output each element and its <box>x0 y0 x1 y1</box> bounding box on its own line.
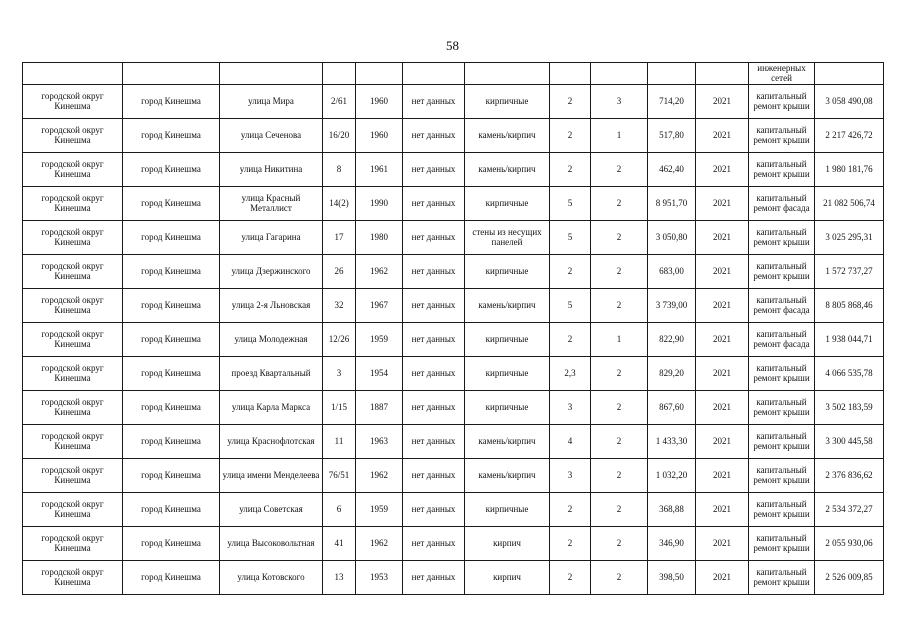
cell-entrances: 2 <box>591 357 648 391</box>
cell-entrances: 3 <box>591 85 648 119</box>
cell-entrances: 2 <box>591 425 648 459</box>
cell-cost: 2 376 836,62 <box>815 459 884 493</box>
cell-plan-year: 2021 <box>696 459 749 493</box>
cell-house: 8 <box>323 153 356 187</box>
cell-extra: нет данных <box>403 561 465 595</box>
cell-district: городской округ Кинешма <box>23 493 123 527</box>
cell-work-type: капитальный ремонт фасада <box>749 323 815 357</box>
cell-street: улица Никитина <box>220 153 323 187</box>
cell-street: улица имени Менделеева <box>220 459 323 493</box>
cell-district: городской округ Кинешма <box>23 153 123 187</box>
cell-floors: 2 <box>550 85 591 119</box>
cell-work-type: капитальный ремонт крыши <box>749 493 815 527</box>
cell-plan-year: 2021 <box>696 153 749 187</box>
cell-cost: 4 066 535,78 <box>815 357 884 391</box>
cell-cost: 3 058 490,08 <box>815 85 884 119</box>
cell-floors: 3 <box>550 459 591 493</box>
page-number: 58 <box>446 38 459 53</box>
cell-floors: 3 <box>550 391 591 425</box>
cell-district: городской округ Кинешма <box>23 527 123 561</box>
cell-plan-year: 2021 <box>696 493 749 527</box>
cell-extra: нет данных <box>403 221 465 255</box>
cell-city: город Кинешма <box>123 153 220 187</box>
cell-area: 829,20 <box>648 357 696 391</box>
cell-year: 1953 <box>356 561 403 595</box>
cell-cost: 21 082 506,74 <box>815 187 884 221</box>
cell-city: город Кинешма <box>123 425 220 459</box>
cell-entrances: 2 <box>591 493 648 527</box>
cell-work-type: капитальный ремонт крыши <box>749 255 815 289</box>
cell-cost: 1 572 737,27 <box>815 255 884 289</box>
table-row <box>23 527 884 561</box>
cell-material: кирпичные <box>465 323 550 357</box>
cell-area: 3 050,80 <box>648 221 696 255</box>
cell-city: город Кинешма <box>123 561 220 595</box>
cell-house: 76/51 <box>323 459 356 493</box>
cell-work-type: капитальный ремонт крыши <box>749 425 815 459</box>
cell-material: кирпичные <box>465 357 550 391</box>
cell-year: 1962 <box>356 527 403 561</box>
table-row <box>23 391 884 425</box>
cell-plan-year: 2021 <box>696 221 749 255</box>
cell-cost: 2 526 009,85 <box>815 561 884 595</box>
cell-house: 32 <box>323 289 356 323</box>
cell-floors: 2 <box>550 119 591 153</box>
cell-district: городской округ Кинешма <box>23 357 123 391</box>
cell-district: городской округ Кинешма <box>23 323 123 357</box>
cell-cost: 2 534 372,27 <box>815 493 884 527</box>
cell-city: город Кинешма <box>123 357 220 391</box>
cell-floors <box>550 63 591 85</box>
cell-house: 17 <box>323 221 356 255</box>
cell-year: 1967 <box>356 289 403 323</box>
cell-city: город Кинешма <box>123 391 220 425</box>
cell-area: 822,90 <box>648 323 696 357</box>
cell-street: улица Мира <box>220 85 323 119</box>
cell-entrances: 1 <box>591 323 648 357</box>
cell-house: 3 <box>323 357 356 391</box>
cell-district: городской округ Кинешма <box>23 85 123 119</box>
table-row <box>23 561 884 595</box>
cell-floors: 2 <box>550 561 591 595</box>
cell-work-type: капитальный ремонт фасада <box>749 289 815 323</box>
cell-area: 398,50 <box>648 561 696 595</box>
cell-extra: нет данных <box>403 527 465 561</box>
cell-area: 3 739,00 <box>648 289 696 323</box>
cell-extra: нет данных <box>403 187 465 221</box>
cell-plan-year: 2021 <box>696 119 749 153</box>
cell-street: улица Высоковольтная <box>220 527 323 561</box>
cell-extra: нет данных <box>403 357 465 391</box>
cell-area: 8 951,70 <box>648 187 696 221</box>
cell-city: город Кинешма <box>123 527 220 561</box>
cell-plan-year: 2021 <box>696 289 749 323</box>
cell-plan-year <box>696 63 749 85</box>
cell-entrances: 2 <box>591 153 648 187</box>
cell-material: кирпичные <box>465 255 550 289</box>
table-row <box>23 289 884 323</box>
cell-work-type: капитальный ремонт крыши <box>749 561 815 595</box>
cell-extra: нет данных <box>403 425 465 459</box>
cell-extra: нет данных <box>403 391 465 425</box>
cell-area: 368,88 <box>648 493 696 527</box>
cell-district: городской округ Кинешма <box>23 391 123 425</box>
cell-work-type: капитальный ремонт крыши <box>749 153 815 187</box>
cell-street: улица Советская <box>220 493 323 527</box>
cell-work-type: капитальный ремонт крыши <box>749 221 815 255</box>
cell-plan-year: 2021 <box>696 85 749 119</box>
cell-extra: нет данных <box>403 289 465 323</box>
cell-house: 2/61 <box>323 85 356 119</box>
cell-street: улица Молодежная <box>220 323 323 357</box>
cell-year: 1962 <box>356 459 403 493</box>
cell-house: 12/26 <box>323 323 356 357</box>
cell-city: город Кинешма <box>123 459 220 493</box>
cell-extra <box>403 63 465 85</box>
cell-plan-year: 2021 <box>696 391 749 425</box>
cell-entrances: 2 <box>591 561 648 595</box>
cell-material: камень/кирпич <box>465 425 550 459</box>
table-row <box>23 187 884 221</box>
cell-house <box>323 63 356 85</box>
cell-year: 1954 <box>356 357 403 391</box>
cell-house: 16/20 <box>323 119 356 153</box>
cell-district: городской округ Кинешма <box>23 459 123 493</box>
cell-work-type: капитальный ремонт крыши <box>749 357 815 391</box>
cell-house: 13 <box>323 561 356 595</box>
cell-extra: нет данных <box>403 119 465 153</box>
cell-area: 1 433,30 <box>648 425 696 459</box>
cell-material: кирпичные <box>465 391 550 425</box>
cell-year: 1962 <box>356 255 403 289</box>
cell-street: улица Краснофлотская <box>220 425 323 459</box>
cell-entrances: 2 <box>591 527 648 561</box>
cell-house: 26 <box>323 255 356 289</box>
cell-extra: нет данных <box>403 85 465 119</box>
cell-material: кирпичные <box>465 493 550 527</box>
cell-street: улица Карла Маркса <box>220 391 323 425</box>
cell-extra: нет данных <box>403 493 465 527</box>
cell-floors: 5 <box>550 187 591 221</box>
cell-house: 14(2) <box>323 187 356 221</box>
cell-year: 1961 <box>356 153 403 187</box>
cell-city: город Кинешма <box>123 187 220 221</box>
cell-street: улица Красный Металлист <box>220 187 323 221</box>
cell-entrances: 2 <box>591 391 648 425</box>
cell-street: улица Сеченова <box>220 119 323 153</box>
cell-city: город Кинешма <box>123 323 220 357</box>
cell-cost: 2 055 930,06 <box>815 527 884 561</box>
table-row <box>23 493 884 527</box>
table-row <box>23 153 884 187</box>
cell-district: городской округ Кинешма <box>23 289 123 323</box>
table-row <box>23 255 884 289</box>
cell-extra: нет данных <box>403 255 465 289</box>
cell-area: 867,60 <box>648 391 696 425</box>
cell-work-type: капитальный ремонт фасада <box>749 187 815 221</box>
cell-material: кирпичные <box>465 187 550 221</box>
cell-city: город Кинешма <box>123 221 220 255</box>
cell-material: камень/кирпич <box>465 119 550 153</box>
cell-cost: 2 217 426,72 <box>815 119 884 153</box>
cell-city: город Кинешма <box>123 85 220 119</box>
cell-cost: 1 938 044,71 <box>815 323 884 357</box>
table-row <box>23 357 884 391</box>
cell-plan-year: 2021 <box>696 425 749 459</box>
cell-area: 1 032,20 <box>648 459 696 493</box>
table-row <box>23 459 884 493</box>
cell-cost: 3 300 445,58 <box>815 425 884 459</box>
table-row <box>23 221 884 255</box>
cell-entrances: 2 <box>591 459 648 493</box>
cell-area: 683,00 <box>648 255 696 289</box>
cell-material: кирпич <box>465 561 550 595</box>
cell-city: город Кинешма <box>123 493 220 527</box>
cell-floors: 5 <box>550 289 591 323</box>
cell-area: 462,40 <box>648 153 696 187</box>
cell-floors: 2 <box>550 323 591 357</box>
cell-material: кирпич <box>465 527 550 561</box>
cell-work-type: инженерных сетей <box>749 63 815 85</box>
cell-district: городской округ Кинешма <box>23 119 123 153</box>
cell-house: 41 <box>323 527 356 561</box>
cell-area <box>648 63 696 85</box>
cell-street: улица Дзержинского <box>220 255 323 289</box>
cell-district: городской округ Кинешма <box>23 221 123 255</box>
cell-floors: 2 <box>550 255 591 289</box>
table-row <box>23 119 884 153</box>
cell-floors: 2 <box>550 527 591 561</box>
cell-work-type: капитальный ремонт крыши <box>749 85 815 119</box>
cell-material: камень/кирпич <box>465 289 550 323</box>
cell-city: город Кинешма <box>123 119 220 153</box>
cell-year: 1960 <box>356 119 403 153</box>
cell-area: 346,90 <box>648 527 696 561</box>
cell-district: городской округ Кинешма <box>23 255 123 289</box>
cell-cost: 3 502 183,59 <box>815 391 884 425</box>
cell-street <box>220 63 323 85</box>
cell-cost: 8 805 868,46 <box>815 289 884 323</box>
cell-floors: 5 <box>550 221 591 255</box>
cell-plan-year: 2021 <box>696 255 749 289</box>
cell-floors: 2,3 <box>550 357 591 391</box>
table-row <box>23 323 884 357</box>
cell-floors: 2 <box>550 493 591 527</box>
cell-extra: нет данных <box>403 153 465 187</box>
cell-floors: 4 <box>550 425 591 459</box>
cell-district <box>23 63 123 85</box>
cell-work-type: капитальный ремонт крыши <box>749 459 815 493</box>
cell-city <box>123 63 220 85</box>
cell-entrances: 2 <box>591 187 648 221</box>
cell-year: 1960 <box>356 85 403 119</box>
cell-street: улица Гагарина <box>220 221 323 255</box>
cell-floors: 2 <box>550 153 591 187</box>
cell-house: 1/15 <box>323 391 356 425</box>
cell-cost: 3 025 295,31 <box>815 221 884 255</box>
cell-plan-year: 2021 <box>696 323 749 357</box>
cell-material: стены из несущих панелей <box>465 221 550 255</box>
cell-area: 714,20 <box>648 85 696 119</box>
cell-plan-year: 2021 <box>696 357 749 391</box>
cell-material: камень/кирпич <box>465 153 550 187</box>
cell-entrances: 2 <box>591 221 648 255</box>
cell-entrances <box>591 63 648 85</box>
cell-extra: нет данных <box>403 323 465 357</box>
cell-extra: нет данных <box>403 459 465 493</box>
cell-year: 1959 <box>356 323 403 357</box>
cell-city: город Кинешма <box>123 289 220 323</box>
cell-year: 1980 <box>356 221 403 255</box>
table-row <box>23 425 884 459</box>
cell-year: 1887 <box>356 391 403 425</box>
cell-street: улица Котовского <box>220 561 323 595</box>
cell-year <box>356 63 403 85</box>
cell-street: проезд Квартальный <box>220 357 323 391</box>
cell-work-type: капитальный ремонт крыши <box>749 119 815 153</box>
cell-district: городской округ Кинешма <box>23 187 123 221</box>
cell-entrances: 1 <box>591 119 648 153</box>
cell-cost: 1 980 181,76 <box>815 153 884 187</box>
cell-cost <box>815 63 884 85</box>
cell-area: 517,80 <box>648 119 696 153</box>
cell-street: улица 2-я Льновская <box>220 289 323 323</box>
table-row-continuation <box>23 63 884 85</box>
cell-work-type: капитальный ремонт крыши <box>749 391 815 425</box>
cell-district: городской округ Кинешма <box>23 561 123 595</box>
cell-district: городской округ Кинешма <box>23 425 123 459</box>
cell-plan-year: 2021 <box>696 187 749 221</box>
cell-work-type: капитальный ремонт крыши <box>749 527 815 561</box>
cell-year: 1963 <box>356 425 403 459</box>
cell-year: 1959 <box>356 493 403 527</box>
cell-material: камень/кирпич <box>465 459 550 493</box>
cell-plan-year: 2021 <box>696 527 749 561</box>
cell-material: кирпичные <box>465 85 550 119</box>
cell-entrances: 2 <box>591 289 648 323</box>
cell-material <box>465 63 550 85</box>
cell-plan-year: 2021 <box>696 561 749 595</box>
cell-house: 6 <box>323 493 356 527</box>
table-row <box>23 85 884 119</box>
cell-entrances: 2 <box>591 255 648 289</box>
housing-repair-table <box>22 62 884 595</box>
cell-year: 1990 <box>356 187 403 221</box>
cell-house: 11 <box>323 425 356 459</box>
cell-city: город Кинешма <box>123 255 220 289</box>
